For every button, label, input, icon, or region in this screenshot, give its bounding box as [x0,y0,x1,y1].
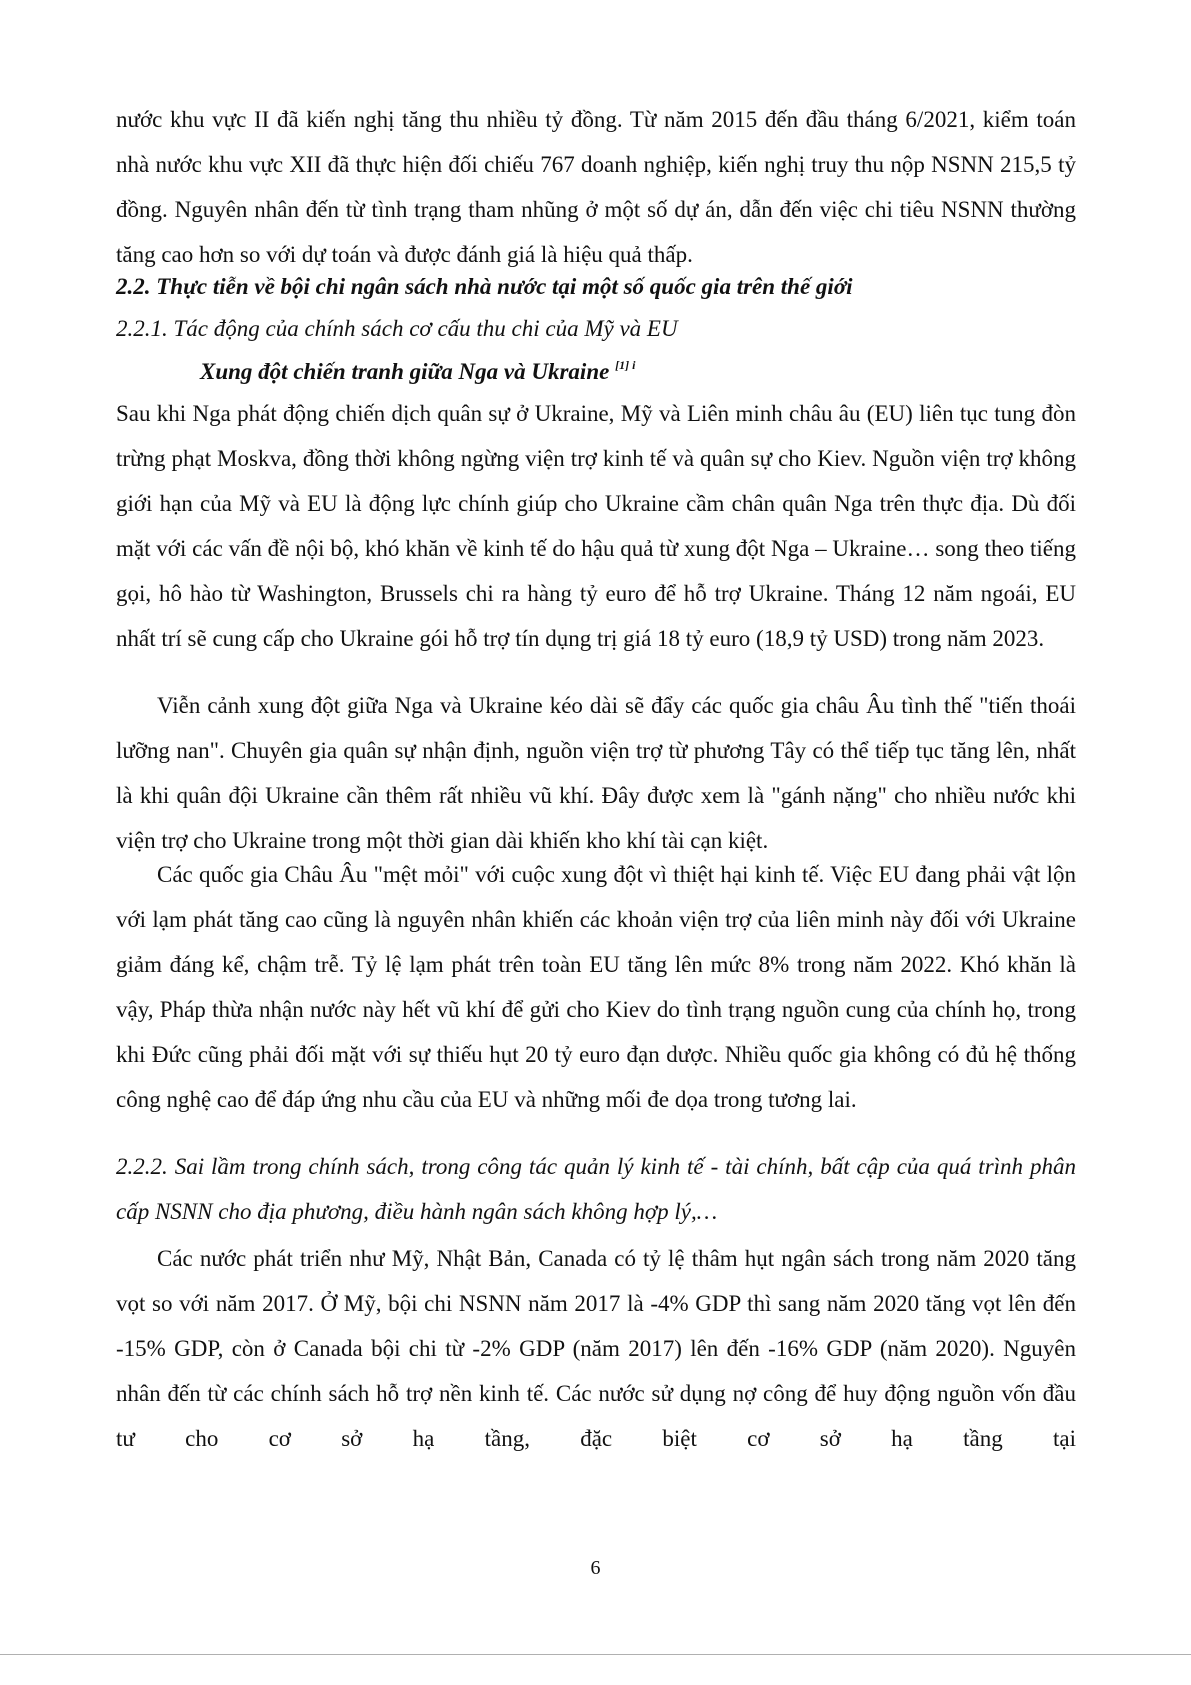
paragraph-3: Các quốc gia Châu Âu "mệt mỏi" với cuộc xung đột vì thiệt hại kinh tế. Việc EU đang phải vật lộn với lạm phát tăng cao cũng là nguyên nhân khiến các khoản viện trợ của liên minh này đối với Ukraine giảm đáng kể, chậm trễ. Tỷ lệ lạm phát trên toàn EU tăng lên mức 8% trong năm 2022. Khó khăn là vậy, Pháp thừa nhận nước này hết vũ khí để gửi cho Kiev do tình trạng nguồn cung của chính họ, trong khi Đức cũng phải đối mặt với sự thiếu hụt 20 tỷ euro đạn dược. Nhiều quốc gia không có đủ hệ thống công nghệ cao để đáp ứng nhu cầu của EU và những mối đe dọa trong tương lai. [116,862,1076,1112]
heading-2-2-2: 2.2.2. Sai lầm trong chính sách, trong công tác quản lý kinh tế - tài chính, bất cập của quá trình phân cấp NSNN cho địa phương, điều hành ngân sách không hợp lý,… [116,1154,1076,1224]
heading-2-2: 2.2. Thực tiễn về bội chi ngân sách nhà nước tại một số quốc gia trên thế giới [116,274,853,299]
heading-2-2-1: 2.2.1. Tác động của chính sách cơ cấu thu chi của Mỹ và EU [116,316,678,341]
subheading-text: Xung đột chiến tranh giữa Nga và Ukraine [200,359,610,384]
paragraph-4: Các nước phát triển như Mỹ, Nhật Bản, Canada có tỷ lệ thâm hụt ngân sách trong năm 2020 tăng vọt so với năm 2017. Ở Mỹ, bội chi NSNN năm 2017 là -4% GDP thì sang năm 2020 tăng vọt lên đến -15% GDP, còn ở Canada bội chi từ -2% GDP (năm 2017) lên đến -16% GDP (năm 2020). Nguyên nhân đến từ các chính sách hỗ trợ nền kinh tế. Các nước sử dụng nợ công để huy động nguồn vốn đầu tư cho cơ sở hạ tầng, đặc biệt cơ sở hạ tầng tại [116,1246,1076,1451]
paragraph-1: Sau khi Nga phát động chiến dịch quân sự ở Ukraine, Mỹ và Liên minh châu âu (EU) liên tục tung đòn trừng phạt Moskva, đồng thời không ngừng viện trợ kinh tế và quân sự cho Kiev. Nguồn viện trợ không giới hạn của Mỹ và EU là động lực chính giúp cho Ukraine cầm chân quân Nga trên thực địa. Dù đối mặt với các vấn đề nội bộ, khó khăn về kinh tế do hậu quả từ xung đột Nga – Ukraine… song theo tiếng gọi, hô hào từ Washington, Brussels chi ra hàng tỷ euro để hỗ trợ Ukraine. Tháng 12 năm ngoái, EU nhất trí sẽ cung cấp cho Ukraine gói hỗ trợ tín dụng trị giá 18 tỷ euro (18,9 tỷ USD) trong năm 2023. [116,401,1076,651]
subheading-conflict [200,349,900,394]
paragraph-intro: nước khu vực II đã kiến nghị tăng thu nhiều tỷ đồng. Từ năm 2015 đến đầu tháng 6/2021, kiểm toán nhà nước khu vực XII đã thực hiện đối chiếu 767 doanh nghiệp, kiến nghị truy thu nộp NSNN 215,5 tỷ đồng. Nguyên nhân đến từ tình trạng tham nhũng ở một số dự án, dẫn đến việc chi tiêu NSNN thường tăng cao hơn so với dự toán và được đánh giá là hiệu quả thấp. [116,107,1076,267]
paragraph-2: Viễn cảnh xung đột giữa Nga và Ukraine kéo dài sẽ đẩy các quốc gia châu Âu tình thế "tiến thoái lưỡng nan". Chuyên gia quân sự nhận định, nguồn viện trợ từ phương Tây có thể tiếp tục tăng lên, nhất là khi quân đội Ukraine cần thêm rất nhiều vũ khí. Đây được xem là "gánh nặng" cho nhiều nước khi viện trợ cho Ukraine trong một thời gian dài khiến kho khí tài cạn kiệt. [116,693,1076,853]
page-number: 6 [590,1557,601,1579]
bottom-rule [0,1654,1191,1655]
footnote-ref: [1] i [615,358,636,372]
